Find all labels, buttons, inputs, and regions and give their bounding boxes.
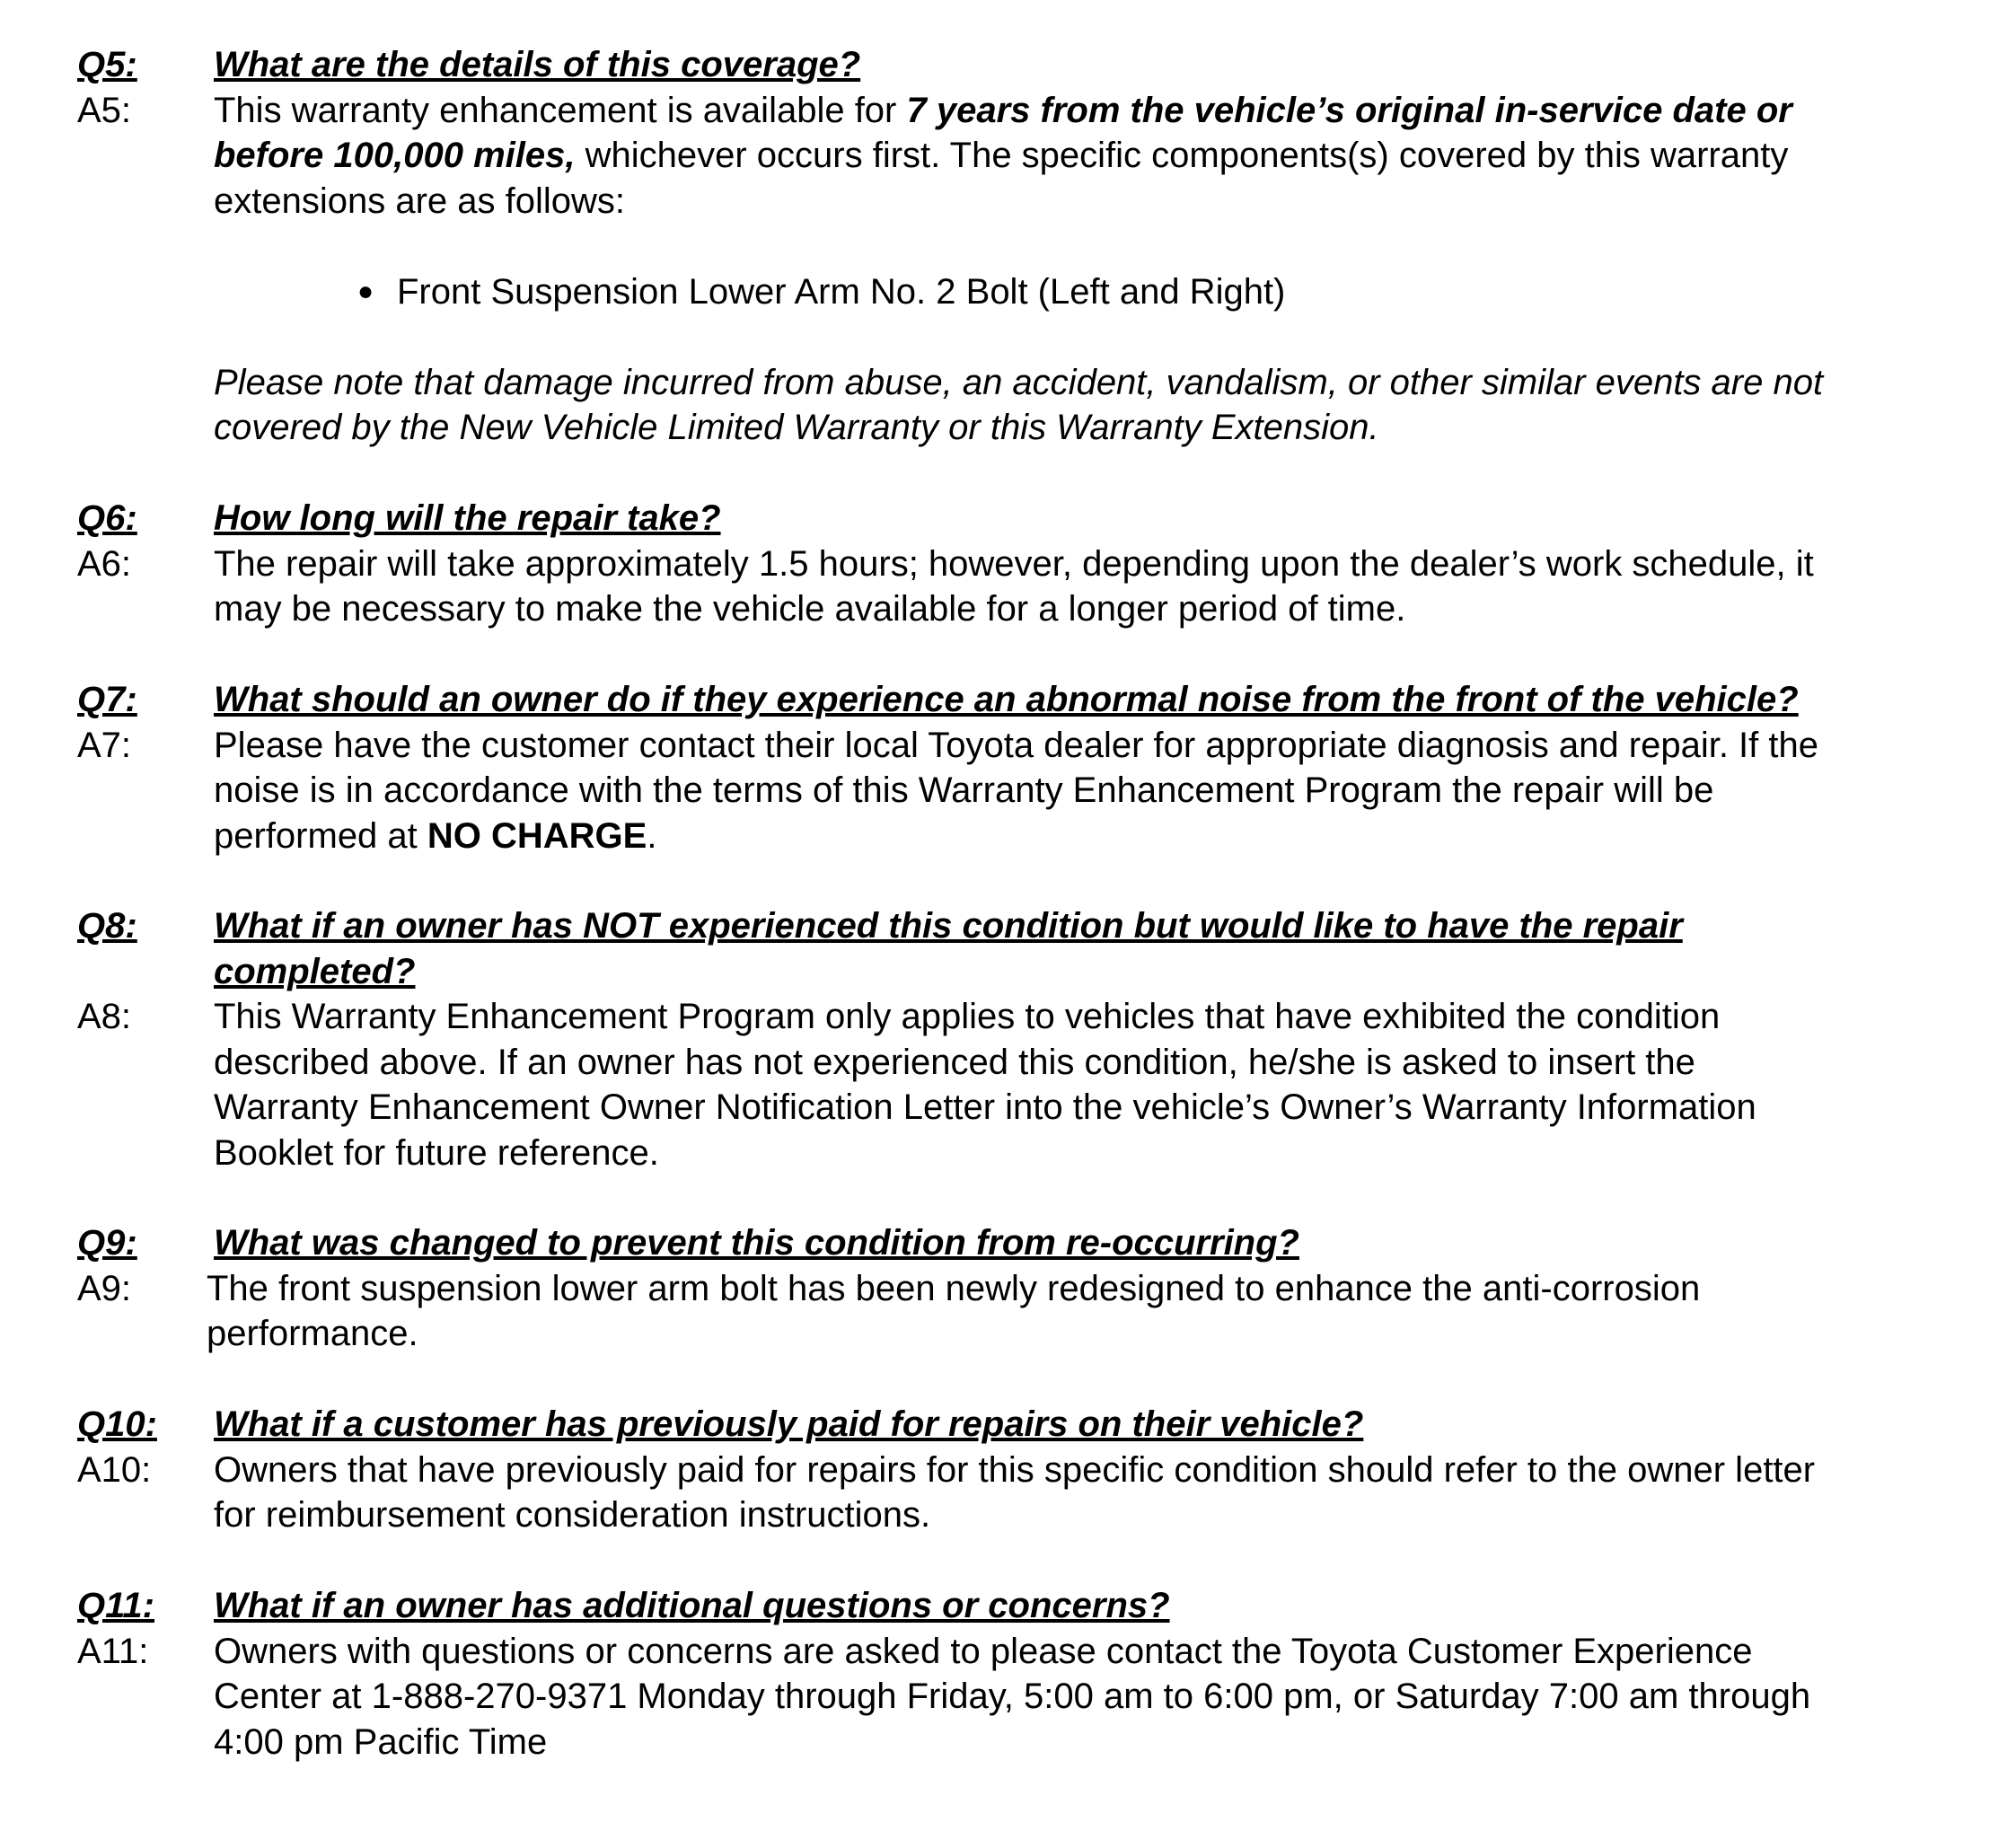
answer-row (77, 541, 1999, 632)
question-label: Q10: (77, 1404, 157, 1444)
answer-row (77, 723, 1999, 859)
answer-label: A6: (77, 543, 132, 584)
answer-text: Please have the customer contact their local Toyota dealer for appropriate diagnosis and repair. If the noise is in accordance with the terms of this Warranty Enhancement Program the repair will be performed at NO CHARGE. (214, 725, 1818, 856)
question-row (77, 1220, 1999, 1266)
answer-text: This warranty enhancement is available for 7 years from the vehicle’s original in-service date or before 100,000 miles, whichever occurs first. The specific components(s) covered by this warranty extensions are as follows: (214, 90, 1792, 221)
faq-block-q8 (77, 903, 1999, 1175)
list-item-text: Front Suspension Lower Arm No. 2 Bolt (Left and Right) (397, 271, 1286, 312)
question-text: What if an owner has additional questions or concerns? (214, 1586, 1170, 1625)
question-row (77, 42, 1999, 88)
question-label: Q11: (77, 1586, 154, 1625)
faq-block-q11 (77, 1583, 1999, 1765)
question-row (77, 496, 1999, 541)
bullet-icon: ● (357, 276, 374, 306)
answer-label: A10: (77, 1449, 152, 1490)
question-label: Q7: (77, 680, 137, 719)
faq-block-q5 (77, 42, 1999, 451)
faq-block-q6 (77, 496, 1999, 632)
faq-block-q7 (77, 677, 1999, 858)
coverage-note: Please note that damage incurred from abuse, an accident, vandalism, or other similar events are not covered by the New Vehicle Limited Warranty or this Warranty Extension. (214, 362, 1824, 447)
question-label: Q5: (77, 45, 137, 84)
answer-label: A7: (77, 725, 132, 765)
answer-row (77, 994, 1999, 1175)
answer-text: The front suspension lower arm bolt has been newly redesigned to enhance the anti-corrosion performance. (207, 1268, 1701, 1353)
question-text: What if a customer has previously paid for repairs on their vehicle? (214, 1404, 1364, 1444)
answer-text: Owners that have previously paid for repairs for this specific condition should refer to the owner letter for reimbursement consideration instructions. (214, 1449, 1816, 1535)
faq-block-q10 (77, 1402, 1999, 1538)
question-text-continued: completed? (214, 951, 416, 991)
answer-label: A5: (77, 90, 132, 130)
question-row (77, 903, 1999, 949)
list-item (214, 269, 1999, 315)
question-row (77, 1402, 1999, 1448)
question-row (77, 1583, 1999, 1629)
note-row (77, 360, 1999, 451)
question-label: Q6: (77, 498, 137, 538)
question-text: What if an owner has NOT experienced this condition but would like to have the repair (214, 906, 1683, 946)
faq-block-q9 (77, 1220, 1999, 1357)
answer-label: A9: (77, 1268, 132, 1308)
answer-row (77, 1448, 1999, 1538)
answer-row (77, 88, 1999, 224)
answer-text: This Warranty Enhancement Program only applies to vehicles that have exhibited the condition described above. If an owner has not experienced this condition, he/she is asked to insert the Warranty Enhancement Owner Notification Letter into the vehicle’s Owner’s Warranty Information Booklet for future reference. (214, 997, 1756, 1173)
answer-label: A8: (77, 997, 132, 1036)
answer-text: The repair will take approximately 1.5 hours; however, depending upon the dealer’s work schedule, it may be necessary to make the vehicle available for a longer period of time. (214, 543, 1814, 629)
question-label: Q8: (77, 906, 137, 946)
question-row (77, 677, 1999, 723)
answer-row (77, 1266, 1999, 1357)
answer-row (77, 1629, 1999, 1765)
question-text: What should an owner do if they experience an abnormal noise from the front of the vehicle? (214, 680, 1799, 719)
question-label: Q9: (77, 1223, 137, 1263)
question-text: What are the details of this coverage? (214, 45, 861, 84)
question-text: What was changed to prevent this condition from re-occurring? (214, 1223, 1299, 1263)
question-text: How long will the repair take? (214, 498, 721, 538)
answer-text: Owners with questions or concerns are asked to please contact the Toyota Customer Experience Center at 1-888-270-9371 Monday through Friday, 5:00 am to 6:00 pm, or Saturday 7:00 am through 4:00 pm Pacific Time (214, 1631, 1811, 1762)
answer-label: A11: (77, 1631, 149, 1671)
